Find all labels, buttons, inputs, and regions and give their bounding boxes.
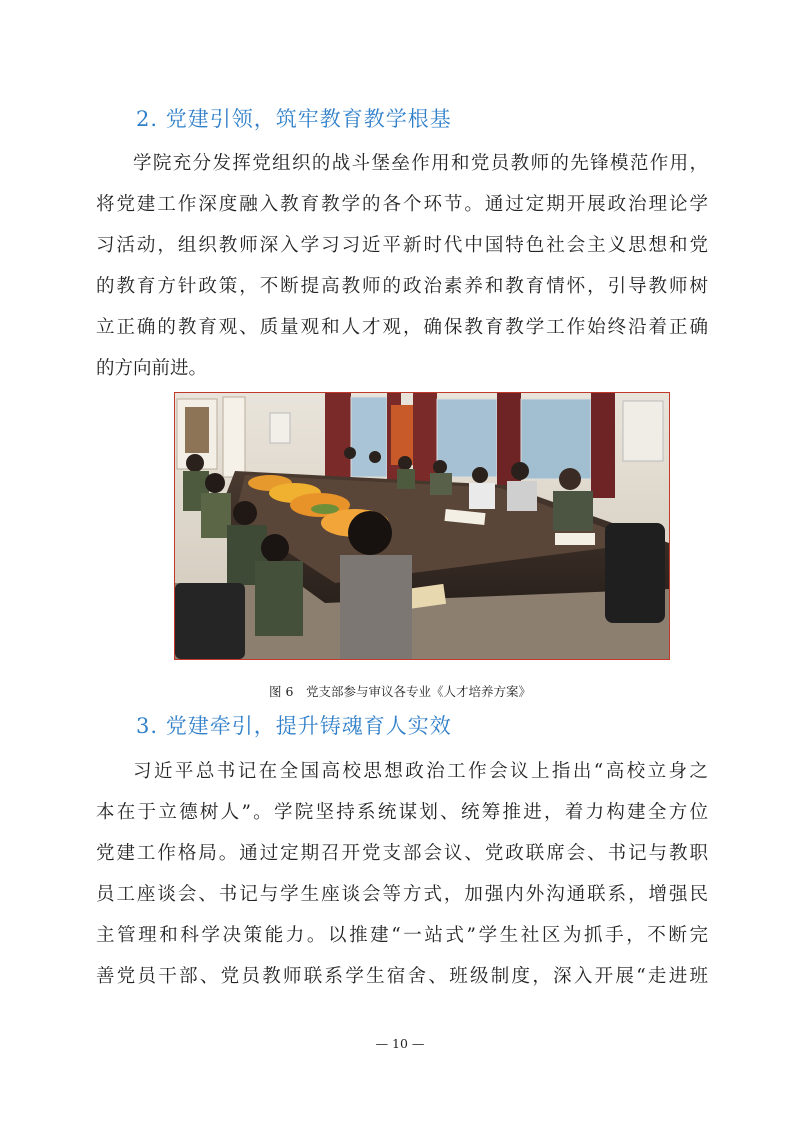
page-number: — 10 —	[375, 1036, 425, 1051]
paragraph-line: 习近平总书记在全国高校思想政治工作会议上指出“高校立身之	[133, 761, 708, 782]
paragraph-line: 将党建工作深度融入教育教学的各个环节。通过定期开展政治理论学	[96, 194, 708, 215]
section-2-paragraph	[96, 143, 708, 389]
paragraph-line: 的教育方针政策，不断提高教师的政治素养和教育情怀，引导教师树	[96, 276, 708, 297]
paragraph-line: 本在于立德树人”。学院坚持系统谋划、统筹推进，着力构建全方位	[96, 802, 708, 823]
paragraph-line: 党建工作格局。通过定期召开党支部会议、党政联席会、书记与教职	[96, 843, 708, 864]
paragraph-line: 员工座谈会、书记与学生座谈会等方式，加强内外沟通联系，增强民	[96, 884, 708, 905]
paragraph-line: 主管理和科学决策能力。以推建“一站式”学生社区为抓手，不断完	[96, 925, 708, 946]
paragraph-line: 学院充分发挥党组织的战斗堡垒作用和党员教师的先锋模范作用，	[133, 153, 708, 174]
figure-caption: 图 6 党支部参与审议各专业《人才培养方案》	[269, 684, 531, 699]
paragraph-line: 立正确的教育观、质量观和人才观，确保教育教学工作始终沿着正确	[96, 317, 708, 338]
meeting-photo	[174, 392, 670, 660]
paragraph-line: 习活动，组织教师深入学习习近平新时代中国特色社会主义思想和党	[96, 235, 708, 256]
paragraph-line: 善党员干部、党员教师联系学生宿舍、班级制度，深入开展“走进班	[96, 966, 708, 987]
section-3-heading: 3. 党建牵引，提升铸魂育人实效	[136, 714, 452, 738]
section-2-heading: 2. 党建引领，筑牢教育教学根基	[136, 107, 452, 131]
section-3-paragraph	[96, 751, 708, 997]
paragraph-line: 的方向前进。	[96, 358, 208, 379]
